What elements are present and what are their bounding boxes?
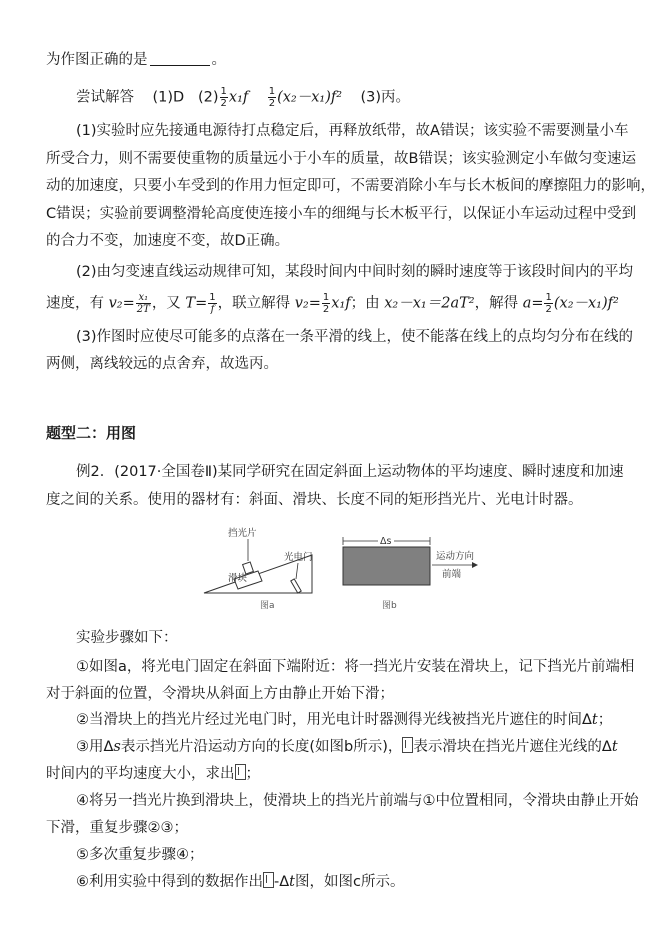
step-line: 时间内的平均速度大小，求出 ； [46,766,260,782]
paragraph-line: (3)作图时应使尽可能多的点落在一条平滑的线上，使不能落在线上的点均匀分布在线的 [76,329,634,345]
label-light-shield: 挡光片 [228,528,257,539]
example-line: 例2．(2017·全国卷Ⅱ)某同学研究在固定斜面上运动物体的平均速度、瞬时速度和加速 [76,464,624,480]
label-motion-direction: 运动方向 [436,551,475,562]
photogate [291,579,301,593]
formula-delta-x: x₂－x₁＝2aT² [384,295,475,312]
answer-3: (3)丙。 [360,89,411,106]
fraction-x1-2T: $\frac{\text{x₁}}{2T}$ [136,292,150,315]
label-delta-s: Δs [380,536,392,547]
step-line: ③用Δs表示挡光片沿运动方向的长度(如图b所示)， 表示滑块在挡光片遮住光线的Δt [76,739,618,755]
example-line: 度之间的关系。使用的器材有：斜面、滑块、长度不同的矩形挡光片、光电计时器。 [46,492,583,508]
steps-title: 实验步骤如下： [76,630,178,646]
paragraph-line: 所受合力，则不需要使重物的质量远小于小车的质量，故B错误；该实验测定小车做匀变速运 [46,151,636,167]
formula-line: 速度，有 v₂= $\frac{\text{x₁}}{2T}$ ，又 T= $\frac{1}{f}$ ，联立解得 v₂= $\frac{1}{2}$ x₁f；由 x₂－x₁＝2aT²，解得 a= $\frac{1}{2}$ (x₂－x₁)f² [46,292,619,315]
formula-x2-x1-f2: (x₂－x₁)f² [277,89,343,106]
step-line: ②当滑块上的挡光片经过光电门时，用光电计时器测得光线被挡光片遮住的时间Δt； [76,712,613,728]
text: 。 [211,52,226,68]
paragraph-line: 动的加速度，只要小车受到的作用力恒定即可，不需要消除小车与长木板间的摩擦阻力的影响， [46,178,655,194]
fraction-1-f: $\frac{1}{f}$ [209,292,216,315]
answer-label: 尝试解答 [76,89,134,106]
caption-figure-a: 图a [260,601,275,611]
answer-blank [150,51,210,66]
paragraph-line: (1)实验时应先接通电源待打点稳定后，再释放纸带，故A错误；该实验不需要测量小车 [76,123,629,139]
answer-line-prompt [46,50,226,70]
step-line: 对于斜面的位置，令滑块从斜面上方由静止开始下滑； [46,686,394,702]
v-bar-symbol [235,764,246,780]
step-line: ④将另一挡光片换到滑块上，使滑块上的挡光片前端与①中位置相同，令滑块由静止开始 [76,793,639,809]
step-line: 下滑，重复步骤②③； [46,820,188,836]
formula-v2: v₂= [108,295,135,312]
answer-2: (2) [197,89,219,106]
v-bar-symbol [402,737,413,753]
answer-1: (1)D [152,89,185,106]
fraction-half: $\frac{1}{2}$ [268,86,276,109]
rectangular-shield [343,547,430,585]
step-line: ①如图a，将光电门固定在斜面下端附近：将一挡光片安装在滑块上，记下挡光片前端相 [76,659,635,675]
caption-figure-b: 图b [382,601,397,611]
figure-a-b [200,523,520,623]
fraction-half: $\frac{1}{2}$ [545,292,552,315]
label-front-end: 前端 [442,569,462,580]
formula-T: T= [185,295,208,312]
section-title: 题型二：用图 [46,424,137,442]
formula-v2-result: v₂= [294,295,321,312]
paragraph-line: C错误；实验前要调整滑轮高度使连接小车的细绳与长木板平行，以保证小车运动过程中受到 [46,206,637,222]
paragraph-line: 两侧，离线较远的点舍弃，故选丙。 [46,356,278,372]
label-photogate: 光电门 [284,552,313,563]
answer-summary [76,86,410,109]
formula-x1f: x₁f [228,89,249,106]
paragraph-line: (2)由匀变速直线运动规律可知，某段时间内中间时刻的瞬时速度等于该段时间内的平均 [76,264,634,280]
v-bar-symbol [263,872,274,888]
text: 为作图正确的是 [46,52,148,68]
formula-a: a= [522,295,544,312]
fraction-half: $\frac{1}{2}$ [220,86,227,109]
step-line: ⑤多次重复步骤④； [76,847,204,863]
step-line: ⑥利用实验中得到的数据作出 -Δt图，如图c所示。 [76,874,405,890]
label-slider: 滑块 [228,573,248,584]
paragraph-line: 的合力不变，加速度不变，故D正确。 [46,233,290,249]
fraction-half: $\frac{1}{2}$ [322,292,330,315]
